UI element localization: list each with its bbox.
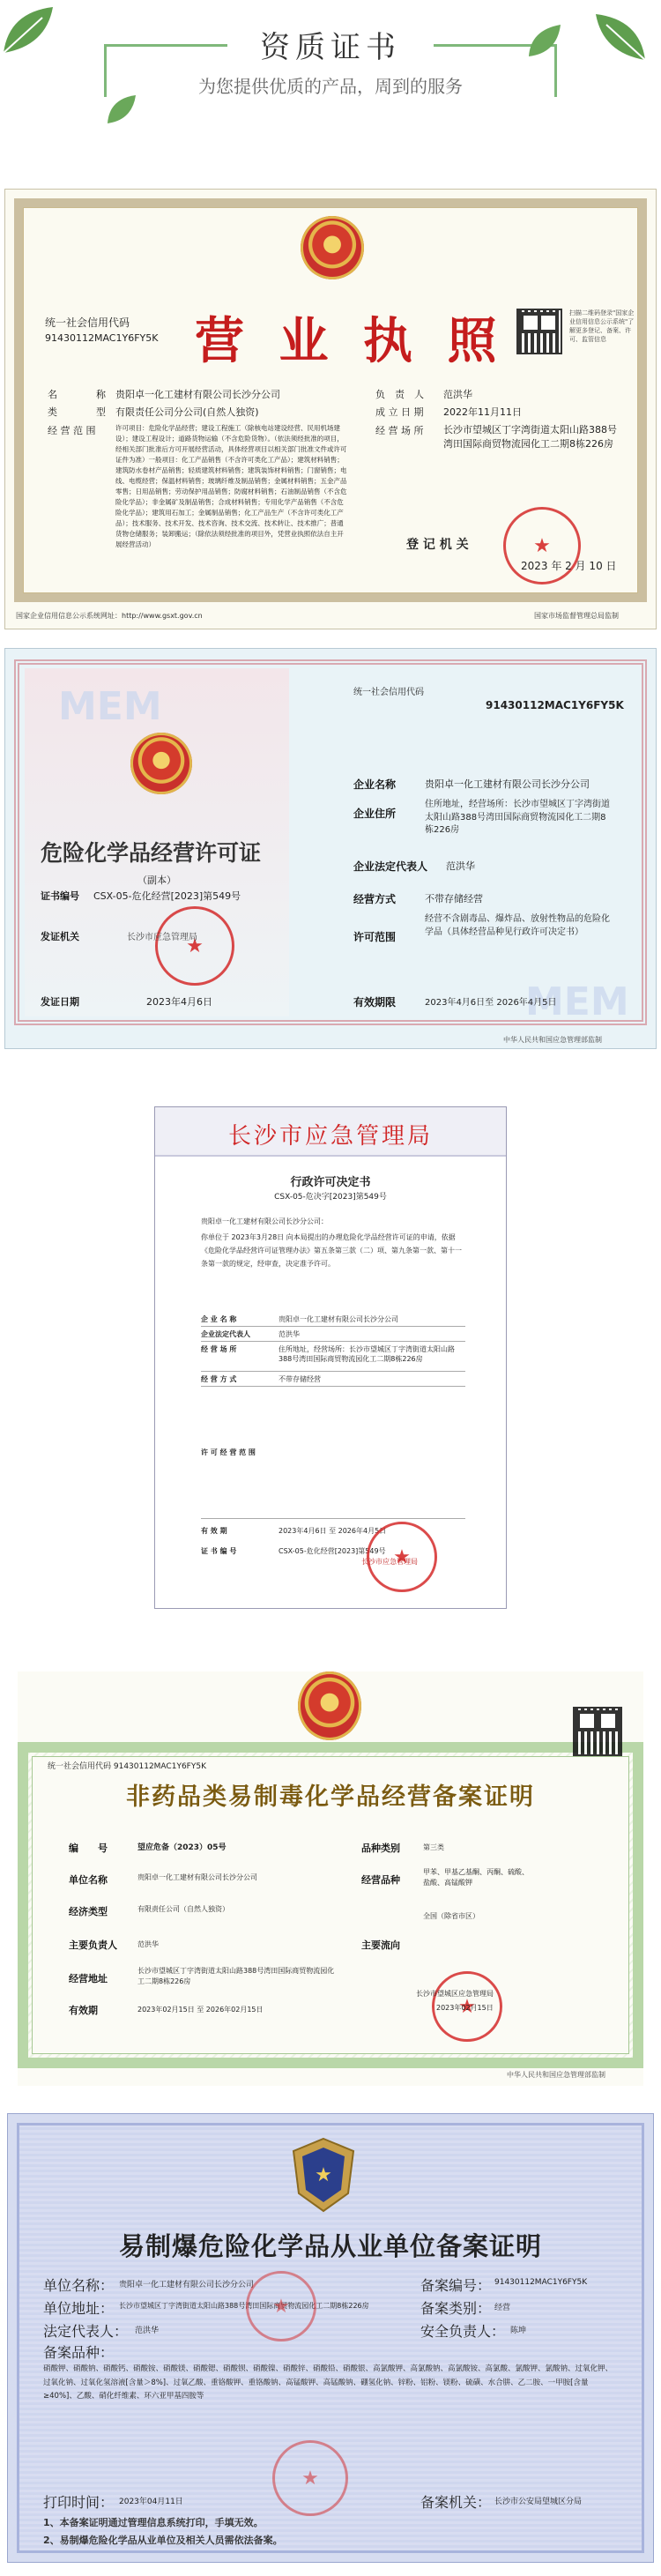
cert-label: 证 书 编 号 — [201, 1547, 237, 1555]
valid-label: 有效期 — [69, 2005, 98, 2016]
category-label: 备案类别： — [420, 2300, 492, 2317]
leaf-icon — [589, 7, 650, 69]
credit-code: 91430112MAC1Y6FY5K — [45, 332, 159, 344]
scope-label: 许可范围 — [353, 931, 397, 943]
place-label: 经 营 场 所 — [375, 425, 424, 436]
rep-label: 企业法定代表人 — [353, 860, 428, 873]
decision-number: CSX-05-危决字[2023]第549号 — [274, 1193, 387, 1202]
goods-list: 甲苯、甲基乙基酮、丙酮、硫酸、盐酸、高锰酸钾 — [423, 1868, 529, 1887]
watermark: MEM — [525, 979, 629, 1024]
cert-number: CSX-05-危化经营[2023]第549号 — [279, 1547, 386, 1555]
qr-code — [573, 1707, 622, 1756]
leader-label: 主要负责人 — [69, 1939, 117, 1951]
leaf-icon — [104, 92, 139, 127]
issue-date: 2023 年 2 月 10 日 — [521, 560, 617, 572]
type-label: 经济类型 — [69, 1906, 108, 1917]
page-title: 资质证书 — [260, 30, 401, 65]
address-label: 企业住所 — [353, 808, 397, 820]
cert-no: CSX-05-危化经营[2023]第549号 — [93, 890, 241, 902]
row-label: 经 营 方 式 — [201, 1374, 237, 1383]
precursor-footer: 中华人民共和国应急管理部监制 — [507, 2071, 605, 2079]
business-scope: 许可项目：危险化学品经营；建设工程施工（除核电站建设经营、民用机场建设）；建设工程设计；道路货物运输（不含危险货物）。（依法须经批准的项目，经相关部门批准后方可开展经营活动，具体经营项目以相关部门批准文件或许可证件为准）一般项目：化工产品销售（不含许可类化工产品）；建筑材料销售；建筑防水卷材产品销售；轻质建筑材料销售；建筑装饰材料销售；门窗销售；电线、电缆经营；保温材料销售；玻璃纤维及制品销售；金属材料销售；五金产品零售；日用品销售；劳动保护用品销售；防腐材料销售；石油制品销售（不含危险化学品）；非金属矿及制品销售；合成材料销售；专用化学产品销售（不含危险化学品）；建筑用石加工；金属制品销售；化工产品生产（不含许可类化工产品）；技术服务、技术开发、技术咨询、技术交流、技术转让、技术推广；普通货物仓储服务；装卸搬运；（除依法须经批准的项目外，凭营业执照依法自主开展经营活动） — [115, 424, 347, 548]
police-badge-icon — [288, 2135, 359, 2215]
print-time: 2023年04月11日 — [119, 2498, 183, 2506]
company-type: 有限责任公司分公司(自然人独资) — [115, 406, 259, 418]
qr-note: 扫描二维码登录"国家企业信用信息公示系统"了解更多登记、备案、许可、监管信息 — [569, 309, 635, 344]
row-label: 经 营 场 所 — [201, 1345, 237, 1353]
cert-no-label: 证书编号 — [41, 890, 79, 902]
issuer-label: 发证机关 — [41, 931, 79, 942]
row-value: 不带存储经营 — [279, 1374, 321, 1383]
row-value: 住所地址，经营场所：长沙市望城区丁字湾街道太阳山路388号湾田国际商贸物流园化工二期8栋226房 — [279, 1345, 455, 1364]
flow-label: 主要流向 — [361, 1939, 400, 1951]
section-header — [0, 0, 661, 132]
business-mode: 不带存储经营 — [425, 893, 483, 905]
decision-row — [201, 1372, 465, 1387]
svg-text:★: ★ — [315, 2164, 332, 2186]
rep-label: 法定代表人： — [43, 2323, 129, 2340]
credit-code-label: 统一社会信用代码 — [353, 688, 424, 697]
no-label: 编 号 — [69, 1843, 108, 1854]
stamp-label: 长沙市应急管理局 — [361, 1558, 418, 1566]
official-stamp — [155, 906, 234, 986]
legal-rep: 范洪华 — [446, 860, 475, 872]
footer-right: 国家市场监督管理总局监制 — [534, 612, 619, 620]
administrative-decision-document — [154, 1106, 507, 1609]
qr-code — [516, 309, 562, 354]
person-in-charge: 范洪华 — [443, 389, 472, 400]
credit-code-label: 统一社会信用代码 — [45, 316, 130, 329]
leader-name: 范洪华 — [137, 1940, 159, 1948]
name-label: 名 称 — [48, 389, 106, 400]
permit-title: 危险化学品经营许可证 — [41, 840, 262, 866]
issuing-authority: 长沙市公安局望城区分局 — [494, 2498, 583, 2506]
row-label: 许 可 经 营 范 围 — [201, 1448, 256, 1456]
row-label: 企 业 名 称 — [201, 1314, 237, 1323]
page-subtitle: 为您提供优质的产品，周到的服务 — [198, 76, 463, 97]
license-title: 营 业 执 照 — [195, 313, 506, 370]
code-label: 备案编号： — [420, 2277, 492, 2294]
registration-authority: 登 记 机 关 — [406, 538, 469, 552]
decision-authority: 长沙市应急管理局 — [227, 1123, 433, 1150]
unit-label: 单位名称 — [69, 1874, 108, 1886]
record-category: 经营 — [494, 2304, 511, 2312]
valid-label: 有效期限 — [353, 996, 397, 1009]
watermark: MEM — [58, 684, 162, 729]
record-code: 91430112MAC1Y6FY5K — [494, 2278, 588, 2287]
company-name: 贵阳卓一化工建材有限公司长沙分公司 — [115, 389, 280, 400]
national-emblem-icon — [298, 1671, 361, 1740]
national-emblem-icon — [301, 216, 364, 279]
legal-rep: 范洪华 — [135, 2327, 160, 2335]
decision-row — [201, 1327, 465, 1342]
credit-code: 统一社会信用代码 91430112MAC1Y6FY5K — [48, 1762, 206, 1771]
type-label: 类 型 — [48, 406, 106, 418]
issuer-label: 备案机关： — [420, 2494, 492, 2511]
issue-date: 2023年02月15日 — [436, 2004, 494, 2012]
goods-label: 经营品种 — [361, 1874, 400, 1886]
official-stamp — [272, 2440, 348, 2516]
credit-code: 91430112MAC1Y6FY5K — [486, 699, 624, 711]
hazardous-permit-certificate — [4, 648, 657, 1049]
permit-copy: （副本） — [137, 875, 176, 886]
unit-label: 单位名称： — [43, 2277, 115, 2294]
valid-period: 2023年4月6日至 2026年4月5日 — [425, 998, 557, 1008]
scope-label: 经 营 范 围 — [48, 425, 96, 436]
unit-name: 贵阳卓一化工建材有限公司长沙分公司 — [119, 2281, 255, 2289]
leaf-icon — [525, 21, 564, 60]
print-label: 打印时间： — [43, 2494, 115, 2511]
permit-footer: 中华人民共和国应急管理部监制 — [503, 1036, 602, 1044]
issuer: 长沙市应急管理局 — [127, 933, 197, 942]
issuing-authority: 长沙市望城区应急管理局 — [416, 1990, 494, 1998]
main-flow: 全国（除省市区） — [423, 1912, 479, 1920]
company-label: 企业名称 — [353, 778, 397, 791]
category-label: 品种类别 — [361, 1843, 400, 1854]
decision-body: 你单位于 2023年3月28日 向本局提出的办理危险化学品经营许可证的申请，依据《危险化学品经营许可证管理办法》第五条第三款（二）项、第九条第一款、第十一条第一款的规定，经审查，决定准予许可。 — [201, 1233, 462, 1269]
decision-row — [201, 1312, 465, 1327]
emergency-emblem-icon — [130, 733, 192, 794]
precursor-chemicals-certificate — [18, 1671, 643, 2086]
person-label: 负 责 人 — [375, 389, 424, 400]
decision-row — [201, 1387, 465, 1519]
footer-left: 国家企业信用信息公示系统网址：http://www.gsxt.gov.cn — [16, 612, 203, 620]
leaf-icon — [0, 0, 62, 62]
safety-officer: 陈坤 — [510, 2327, 527, 2335]
explosive-title: 易制爆危险化学品从业单位备案证明 — [118, 2231, 542, 2261]
business-address: 长沙市望城区丁字湾街道太阳山路388号湾田国际商贸物流园化工二期8栋226房 — [137, 1967, 335, 1985]
valid-period: 2023年4月6日 至 2026年4月5日 — [279, 1527, 387, 1535]
mode-label: 经营方式 — [353, 893, 397, 905]
goods-label: 备案品种： — [43, 2344, 115, 2361]
business-place: 长沙市望城区丁字湾街道太阳山路388号湾田国际商贸物流园化工二期8栋226房 — [443, 424, 617, 450]
note-line: 2、易制爆危险化学品从业单位及相关人员需依法备案。 — [43, 2535, 283, 2546]
official-stamp — [246, 2271, 316, 2341]
issue-date-label: 发证日期 — [41, 996, 79, 1008]
unit-name: 贵阳卓一化工建材有限公司长沙分公司 — [137, 1873, 257, 1881]
unit-address: 长沙市望城区丁字湾街道太阳山路388号湾田国际商贸物流园化工二期8栋226房 — [119, 2302, 369, 2310]
address-label: 单位地址： — [43, 2300, 115, 2317]
permit-scope: 经营不含剧毒品、爆炸品、放射性物品的危险化学品（具体经营品种见行政许可决定书） — [425, 914, 610, 937]
business-license-certificate — [4, 189, 657, 629]
company-address: 住所地址，经营场所：长沙市望城区丁字湾街道太阳山路388号湾田国际商贸物流园化工二期8栋226房 — [425, 800, 610, 835]
category: 第三类 — [423, 1843, 444, 1851]
decision-title: 行政许可决定书 — [290, 1176, 371, 1189]
note-line: 1、本备案证明通过管理信息系统打印，手填无效。 — [43, 2517, 264, 2528]
decision-table — [201, 1312, 465, 1519]
row-label: 企业法定代表人 — [201, 1329, 250, 1338]
decision-addressee: 贵阳卓一化工建材有限公司长沙分公司： — [201, 1217, 328, 1225]
explosive-chemicals-certificate — [7, 2113, 654, 2563]
company-name: 贵阳卓一化工建材有限公司长沙分公司 — [425, 778, 590, 790]
valid-period: 2023年02月15日 至 2026年02月15日 — [137, 2006, 264, 2014]
row-value: 贵阳卓一化工建材有限公司长沙分公司 — [279, 1314, 398, 1323]
valid-label: 有 效 期 — [201, 1527, 227, 1535]
economic-type: 有限责任公司（自然人独资） — [137, 1905, 229, 1913]
cert-no: 望应危备（2023）05号 — [137, 1843, 227, 1852]
precursor-title: 非药品类易制毒化学品经营备案证明 — [126, 1783, 535, 1811]
row-value: 范洪华 — [279, 1329, 300, 1338]
issue-date: 2023年4月6日 — [146, 996, 212, 1008]
decision-row — [201, 1342, 465, 1372]
address-label: 经营地址 — [69, 1973, 108, 1984]
founding-date: 2022年11月11日 — [443, 406, 522, 418]
safety-label: 安全负责人： — [420, 2323, 506, 2340]
date-label: 成 立 日 期 — [375, 406, 424, 418]
record-goods: 硝酸钾、硝酸钠、硝酸钙、硝酸铵、硝酸镁、硝酸锶、硝酸钡、硝酸镍、硝酸锌、硝酸铅、硝酸银、高氯酸钾、高氯酸钠、高氯酸铵、高氯酸、氯酸钾、氯酸钠、过氧化钾、过氧化钠、过氧化氢溶液[含量＞8%]、过氧乙酸、重铬酸钾、重铬酸钠、高锰酸钾、高锰酸钠、硼氢化钠、锌粉、铝粉、镁粉、硫磺、水合肼、乙二胺、一甲胺[含量≥40%]、乙酸、硝化纤维素、环六亚甲基四胺等 — [43, 2364, 613, 2401]
